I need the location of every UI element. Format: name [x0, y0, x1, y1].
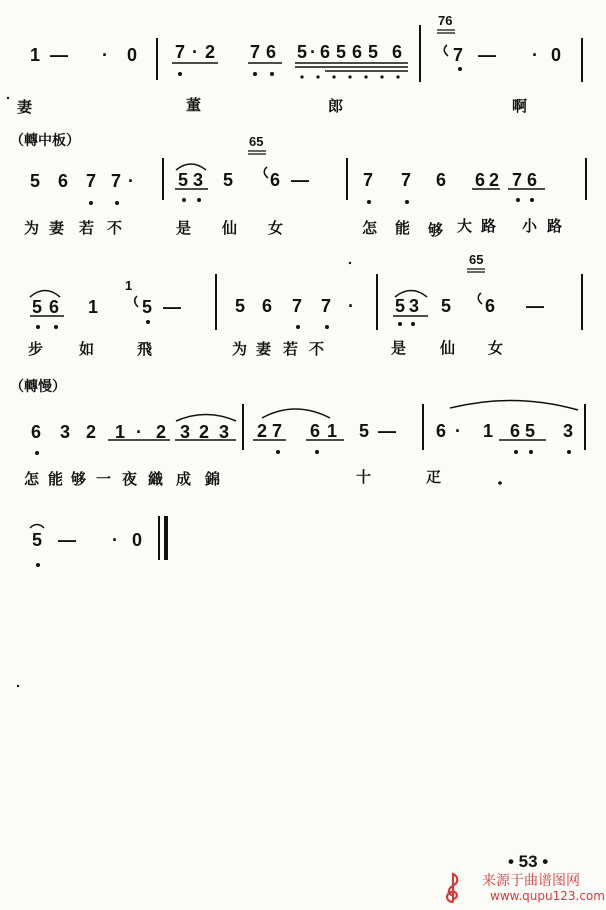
lyric: 夜: [122, 470, 138, 488]
dash: —: [58, 530, 76, 550]
note: 6: [262, 296, 273, 316]
dot: ·: [192, 42, 198, 62]
dash: —: [291, 170, 309, 190]
note: 2: [156, 422, 167, 442]
note: 3: [563, 421, 574, 441]
lyric: 妻: [17, 98, 33, 116]
note: 6: [352, 42, 363, 62]
note: 6: [527, 170, 538, 190]
note: 6: [58, 171, 69, 191]
lyric: 步: [28, 340, 44, 358]
note: 5: [223, 170, 234, 190]
dot: ·: [112, 530, 118, 550]
note: 6: [485, 296, 496, 316]
note: 3: [219, 422, 230, 442]
note: 2: [199, 422, 210, 442]
lyric: 是: [391, 339, 407, 357]
note: 7: [512, 170, 523, 190]
lyric: 够: [71, 470, 87, 488]
lyric: 一: [96, 470, 112, 488]
note: 3: [409, 296, 420, 316]
lyric: 小: [522, 217, 538, 235]
note: 5: [178, 170, 189, 190]
note: 7: [250, 42, 261, 62]
lyric: 十: [356, 468, 372, 486]
lyric: 疋: [426, 468, 442, 486]
note: 6: [270, 170, 281, 190]
lyric: 如: [79, 340, 95, 358]
note: 7: [111, 171, 122, 191]
note: 6: [510, 421, 521, 441]
lyric: 怎: [24, 470, 40, 488]
note: 5: [142, 297, 153, 317]
dot: ·: [348, 296, 354, 316]
note: 3: [180, 422, 191, 442]
dot: ·: [136, 422, 142, 442]
watermark: [442, 868, 605, 908]
note: 6: [320, 42, 331, 62]
dot: ·: [455, 421, 461, 441]
lyric: 不: [107, 219, 123, 237]
note: 6: [49, 297, 60, 317]
grace-notes: 65: [249, 134, 264, 149]
lyric: 成: [176, 470, 192, 488]
lyric: 錦: [205, 470, 221, 488]
note: 5: [336, 42, 347, 62]
lyric: 若: [79, 219, 95, 237]
grace-notes: 65: [469, 252, 484, 267]
lyric: 怎: [362, 219, 378, 237]
note: 6: [266, 42, 277, 62]
lyric: 为: [24, 219, 40, 237]
note: 5: [297, 42, 308, 62]
note: 0: [132, 530, 143, 550]
lyric: 董: [186, 96, 202, 114]
note: 2: [86, 422, 97, 442]
note: 7: [321, 296, 332, 316]
note: 7: [453, 45, 464, 65]
lyric: 織: [148, 470, 164, 488]
grace-notes: 1: [125, 278, 133, 293]
dot: ·: [102, 45, 108, 65]
dash: —: [163, 297, 181, 317]
note: 5: [368, 42, 379, 62]
lyric: 女: [268, 219, 284, 237]
note: 5: [395, 296, 406, 316]
note: 7: [401, 170, 412, 190]
note: 2: [205, 42, 216, 62]
lyric: 啊: [512, 97, 528, 115]
dash: —: [526, 296, 544, 316]
lyric: 为: [232, 340, 248, 358]
watermark-url: www.qupu123.com: [490, 889, 605, 903]
note: 7: [363, 170, 374, 190]
lyric: 是: [176, 219, 192, 237]
watermark-text: 来源于曲谱图网: [482, 873, 580, 889]
note: 7: [175, 42, 186, 62]
dash: —: [378, 421, 396, 441]
lyric: 若: [283, 340, 299, 358]
note: 6: [436, 170, 447, 190]
note: 7: [86, 171, 97, 191]
lyric: 仙: [440, 339, 456, 357]
note: 6: [392, 42, 403, 62]
note: 1: [327, 421, 338, 441]
note: 0: [551, 45, 562, 65]
note: 1: [88, 297, 99, 317]
note: 5: [30, 171, 41, 191]
dash: —: [50, 45, 68, 65]
note: 6: [436, 421, 447, 441]
tempo-marking: （轉慢）: [10, 379, 66, 395]
note: 5: [32, 530, 43, 550]
dash: —: [478, 45, 496, 65]
note: 6: [310, 421, 321, 441]
lyric: 大: [457, 217, 473, 235]
lyric: 不: [309, 340, 325, 358]
dot: ·: [310, 42, 316, 62]
lyric: 能: [395, 219, 411, 237]
note: 7: [272, 421, 283, 441]
lyric: 够: [428, 221, 444, 239]
note: 6: [31, 422, 42, 442]
note: 5: [525, 421, 536, 441]
music-note-icon: [442, 870, 464, 906]
note: 5: [441, 296, 452, 316]
dot: ·: [128, 171, 134, 191]
note: 5: [32, 297, 43, 317]
lyric: 妻: [256, 340, 272, 358]
tempo-marking: （轉中板）: [10, 133, 80, 149]
note: 2: [489, 170, 500, 190]
grace-notes: 76: [438, 13, 453, 28]
note: 5: [235, 296, 246, 316]
lyric: 路: [547, 217, 563, 235]
note: 2: [257, 421, 268, 441]
lyric: 仙: [222, 219, 238, 237]
note: 1: [483, 421, 494, 441]
note: 5: [359, 421, 370, 441]
dot: ·: [532, 45, 538, 65]
lyric: 能: [48, 470, 64, 488]
note: 3: [60, 422, 71, 442]
lyric: 女: [488, 339, 504, 357]
note: 3: [193, 170, 204, 190]
note: 6: [475, 170, 486, 190]
note: 1: [30, 45, 41, 65]
lyric: 妻: [49, 219, 65, 237]
note: 1: [115, 422, 126, 442]
lyric: 飛: [137, 340, 153, 358]
note: 7: [292, 296, 303, 316]
page-number: • 53 •: [508, 852, 549, 871]
lyric: 郎: [328, 97, 344, 115]
note: 0: [127, 45, 138, 65]
lyric: 路: [481, 217, 497, 235]
